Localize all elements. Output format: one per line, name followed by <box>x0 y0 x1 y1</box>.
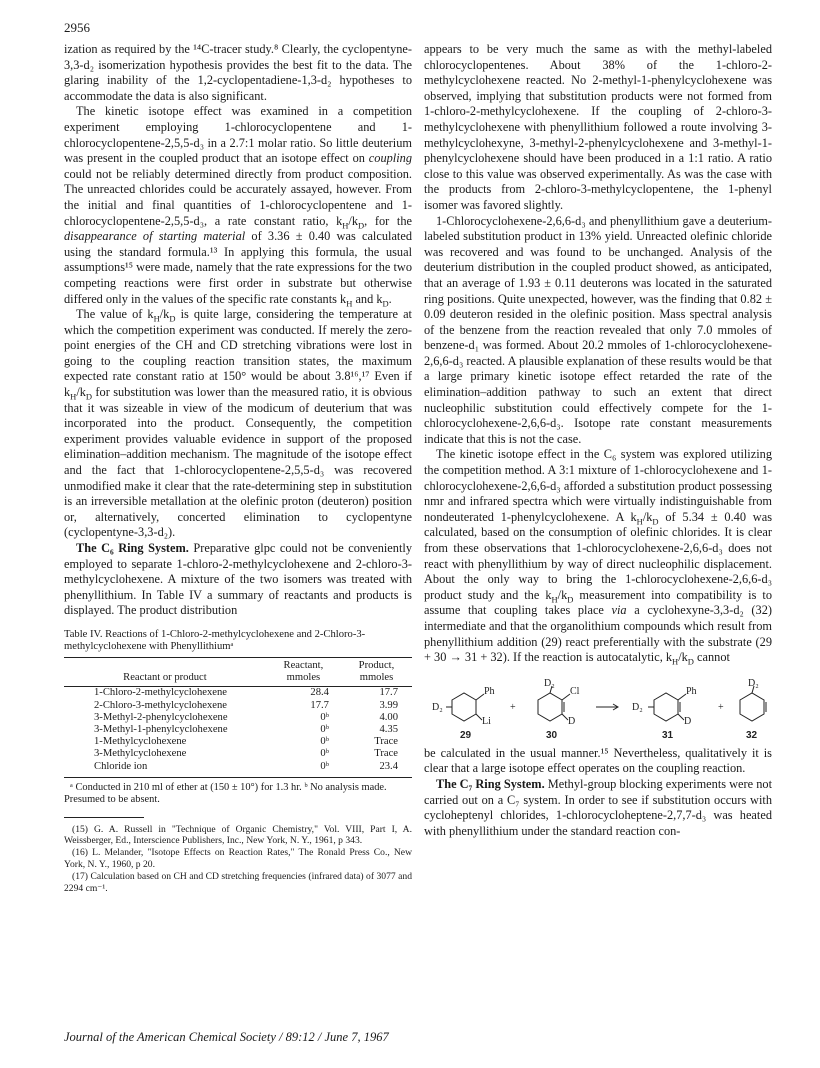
row-label: Chloride ion <box>94 760 148 772</box>
references <box>64 824 412 894</box>
atom-label: D₂ <box>632 701 643 713</box>
paragraph: The C₆ Ring System. Preparative glpc could not be conveniently employed to separate 1-chloro-2-methylcyclohexene and 2-chloro-3-methylcyclohexene. A mixture of the two isomers was treated with phenyllithium. In Table IV a summary of reactants and products is displayed. The product distribution <box>64 541 412 618</box>
column-header: Reactant, mmoles <box>283 659 324 684</box>
ring-30 <box>538 693 562 721</box>
product-mmoles: 4.00 <box>379 711 398 723</box>
atom-label: D₂ <box>432 701 443 713</box>
compound-number: 31 <box>662 729 674 741</box>
ring-31 <box>654 693 678 721</box>
compound-number: 29 <box>460 729 472 741</box>
row-label: 3-Methyl-1-phenylcyclohexene <box>94 723 228 735</box>
page-number: 2956 <box>64 20 90 35</box>
product-mmoles: Trace <box>374 736 398 748</box>
section-heading: The C₇ Ring System. <box>436 776 545 791</box>
row-label: 3-Methyl-2-phenylcyclohexene <box>94 711 228 723</box>
table-iv <box>64 629 412 807</box>
atom-label: Li <box>482 715 491 727</box>
reactant-mmoles: 0ᵇ <box>320 760 329 772</box>
atom-label: Cl <box>570 685 580 697</box>
row-label: 3-Methylcyclohexene <box>94 748 187 760</box>
reactant-mmoles: 17.7 <box>310 699 329 711</box>
right-column <box>424 42 772 839</box>
section-heading: The C₆ Ring System. <box>76 541 189 555</box>
scheme-drawing <box>424 672 772 742</box>
reactant-mmoles: 0ᵇ <box>320 748 329 760</box>
table-row <box>64 712 412 724</box>
left-column <box>64 42 412 895</box>
atom-label: Ph <box>484 685 495 697</box>
reference-item: (15) G. A. Russell in "Technique of Organic Chemistry," Vol. VIII, Part I, A. Weissberger, Ed., Interscience Publishers, Inc., New York, N. Y., 1961, p 343. <box>64 823 412 847</box>
journal-footer: Journal of the American Chemical Society / 89:12 / June 7, 1967 <box>64 1030 389 1044</box>
paragraph: The value of $k_H/k_D$ is quite large, considering the temperature at which the competition experiment was conducted. If merely the zero-point energies of the CH and CD stretching vibrations were lost in going to the coupling reaction transition states, the maximum expected rate constant ratio at 150° would be about 3.8¹⁶,¹⁷ Even if $k_H/k_D$ for substitution was lower than the measured ratio, it is obvious that it was sizeable in view of the modicum of deuterium that was incorporated into the product. Consequently, the competition experiment provides valuable evidence in support of the proposed elimination–addition mechanism. The magnitude of the isotope effect and the fact that 1-chlorocyclopentene-2,5,5-d₃ was recovered unmodified make it clear that the rate-determining step in substitution is an irreversible metallation at the olefinic proton (deuteron) position or, alternatively, concerted elimination to cyclopentyne (cyclopentyne-3,3-d₂). <box>64 307 412 540</box>
reactant-mmoles: 0ᵇ <box>320 723 329 735</box>
paragraph: appears to be very much the same as with the methyl-labeled chlorocyclopentenes. About 38% of the 1-chloro-2-methylcyclohexene reacted. No 2-methyl-1-phenylcyclohexene was observed, implying that substitution products were not formed from 1-chloro-2-methylcyclohexene. If the coupling of 2-chloro-3-methylcyclohexene with phenyllithium followed a route involving 3-methylcyclohexyne, 3-methyl-2-phenylcyclohexene and 3-methyl-1-phenylcyclohexene should have been produced in a 1:1 ratio. A ratio close to this value was observed experimentally. As was the case with the products from 2-chloro-3-methylcyclopentene, the 1-phenyl isomer was favored slightly. <box>424 42 772 212</box>
table-row <box>64 748 412 760</box>
reference-item: (16) L. Melander, "Isotope Effects on Reaction Rates," The Ronald Press Co., New York, N. Y., 1960, p 20. <box>64 847 412 870</box>
table-row <box>64 761 412 778</box>
atom-label: D <box>684 715 692 727</box>
paragraph: The kinetic isotope effect was examined in a competition experiment employing 1-chlorocyclopentene and 1-chlorocyclopentene-2,5,5-d₃ in a 2.7:1 molar ratio. So little deuterium was present in the coupled product that an isotope effect on coupling could not be reliably determined directly from product composition. The unreacted chlorides could be accurately assayed, however. From the initial and final quantities of 1-chlorocyclopentene and 1-chlorocyclopentene-2,5,5-d₃, a rate constant ratio, $k_H/k_D$, for the disappearance of starting material of 3.36 ± 0.40 was calculated using the standard formula.¹³ In applying this formula, the usual assumptions¹⁵ were made, namely that the rate expressions for the two competing reactions were first order in substrate but otherwise differed only in the values of the specific rate constants $k_H$ and $k_D$. <box>64 104 412 308</box>
paragraph: 1-Chlorocyclohexene-2,6,6-d₃ and phenyllithium gave a deuterium-labeled substitution product in 13% yield. Unreacted olefinic chloride was recovered and was found to be unchanged. Analysis of the deuterium distribution in the coupled product showed, as anticipated, that an average of 1.93 ± 0.11 deuterons was located in the saturated ring positions. Quite unexpected, however, was the finding that 0.82 ± 0.09 deuteron resided in the olefinic position. Mass spectral analysis of the benzene from the reaction revealed that only 7.0 mmoles of benzene-d₁ was formed. About 20.2 mmoles of 1-chlorocyclohexene-2,6,6-d₃ reacted. A plausible explanation of these results would be that a large primary kinetic isotope effect retarded the rate of the elimination–addition pathway to such an extent that direct nucleophilic substitution could effectively compete for the 1-chlorocyclohexene-2,6,6-d₃. Isotope rate constant measurements indicate that this is not the case. <box>424 213 772 446</box>
product-mmoles: 17.7 <box>379 687 398 699</box>
row-label: 1-Methylcyclohexene <box>94 736 187 748</box>
paragraph: The C₇ Ring System. Methyl-group blocking experiments were not carried out on a C₇ system. In order to see if substitution occurs with cycloheptenyl chlorides, 1-chlorocycloheptene-2,7,7-d₃ was heated with phenyllithium under the standard reaction con- <box>424 776 772 838</box>
compound-number: 32 <box>746 729 758 741</box>
product-mmoles: 4.35 <box>379 723 398 735</box>
row-label: 2-Chloro-3-methylcyclohexene <box>94 699 227 711</box>
column-header: Reactant or product <box>123 672 207 684</box>
product-mmoles: 23.4 <box>379 760 398 772</box>
atom-label: D₂ <box>748 677 759 689</box>
paragraph: be calculated in the usual manner.¹⁵ Nevertheless, qualitatively it is clear that a large isotope effect operates on the coupling reaction. <box>424 745 772 776</box>
plus-sign: + <box>510 701 516 713</box>
footnote-divider <box>64 817 144 818</box>
table-header-row <box>64 657 412 686</box>
atom-label: D <box>568 715 576 727</box>
atom-label: D₂ <box>544 677 555 689</box>
product-mmoles: 3.99 <box>379 699 398 711</box>
ring-29 <box>452 693 476 721</box>
reaction-scheme <box>424 672 772 742</box>
reactant-mmoles: 0ᵇ <box>320 736 329 748</box>
reference-item: (17) Calculation based on CH and CD stretching frequencies (infrared data) of 3077 and 2294 cm⁻¹. <box>64 871 412 894</box>
reactant-mmoles: 28.4 <box>310 687 329 699</box>
table-row <box>64 700 412 712</box>
compound-number: 30 <box>546 729 558 741</box>
ring-32 <box>740 693 764 721</box>
table-row <box>64 736 412 748</box>
atom-label: Ph <box>686 685 697 697</box>
paragraph: The kinetic isotope effect in the C₆ system was explored utilizing the competition method. A 3:1 mixture of 1-chlorocyclohexene and 1-chlorocyclohexene-2,6,6-d₃ afforded a substitution product possessing nmr and infrared spectra which were virtually indistinguishable from nondeuterated 1-phenylcyclohexene. A $k_H/k_D$ of 5.34 ± 0.40 was calculated, based on the consumption of olefinic chlorides. It is clear from these observations that 1-chlorocyclohexene-2,6,6-d₃ does not react with phenyllithium by way of direct nucleophilic displacement. About the only way to bring the 1-chlorocyclohexene-2,6,6-d₃ product study and the $k_H/k_D$ measurement into compatibility is to assume that coupling takes place via a cyclohexyne-3,3-d₂ (32) intermediate and that the organolithium compounds which result from phenyllithium addition (29) react preferentially with the substrate (29 + 30 → 31 + 32). If the reaction is autocatalytic, $k_H/k_D$ cannot <box>424 447 772 667</box>
paragraph: ization as required by the ¹⁴C-tracer study.⁸ Clearly, the cyclopentyne-3,3-d₂ isomerization hypothesis provides the best fit to the data. The glaring inability of the 1,2-cyclopentadiene-1,3-d₂ hypotheses to accommodate the data is also significant. <box>64 42 412 103</box>
table-row <box>64 687 412 700</box>
reactant-mmoles: 0ᵇ <box>320 711 329 723</box>
row-label: 1-Chloro-2-methylcyclohexene <box>94 687 227 699</box>
data-table <box>64 657 412 778</box>
column-header: Product, mmoles <box>358 659 395 684</box>
plus-sign: + <box>718 701 724 713</box>
table-footnote: ᵃ Conducted in 210 ml of ether at (150 ± 10°) for 1.3 hr. ᵇ No analysis made. Presumed to be absent. <box>64 781 387 806</box>
product-mmoles: Trace <box>374 748 398 760</box>
table-caption: Table IV. Reactions of 1-Chloro-2-methylcyclohexene and 2-Chloro-3-methylcyclohexene with Phenyllithiumᵃ <box>64 628 366 653</box>
table-row <box>64 724 412 736</box>
